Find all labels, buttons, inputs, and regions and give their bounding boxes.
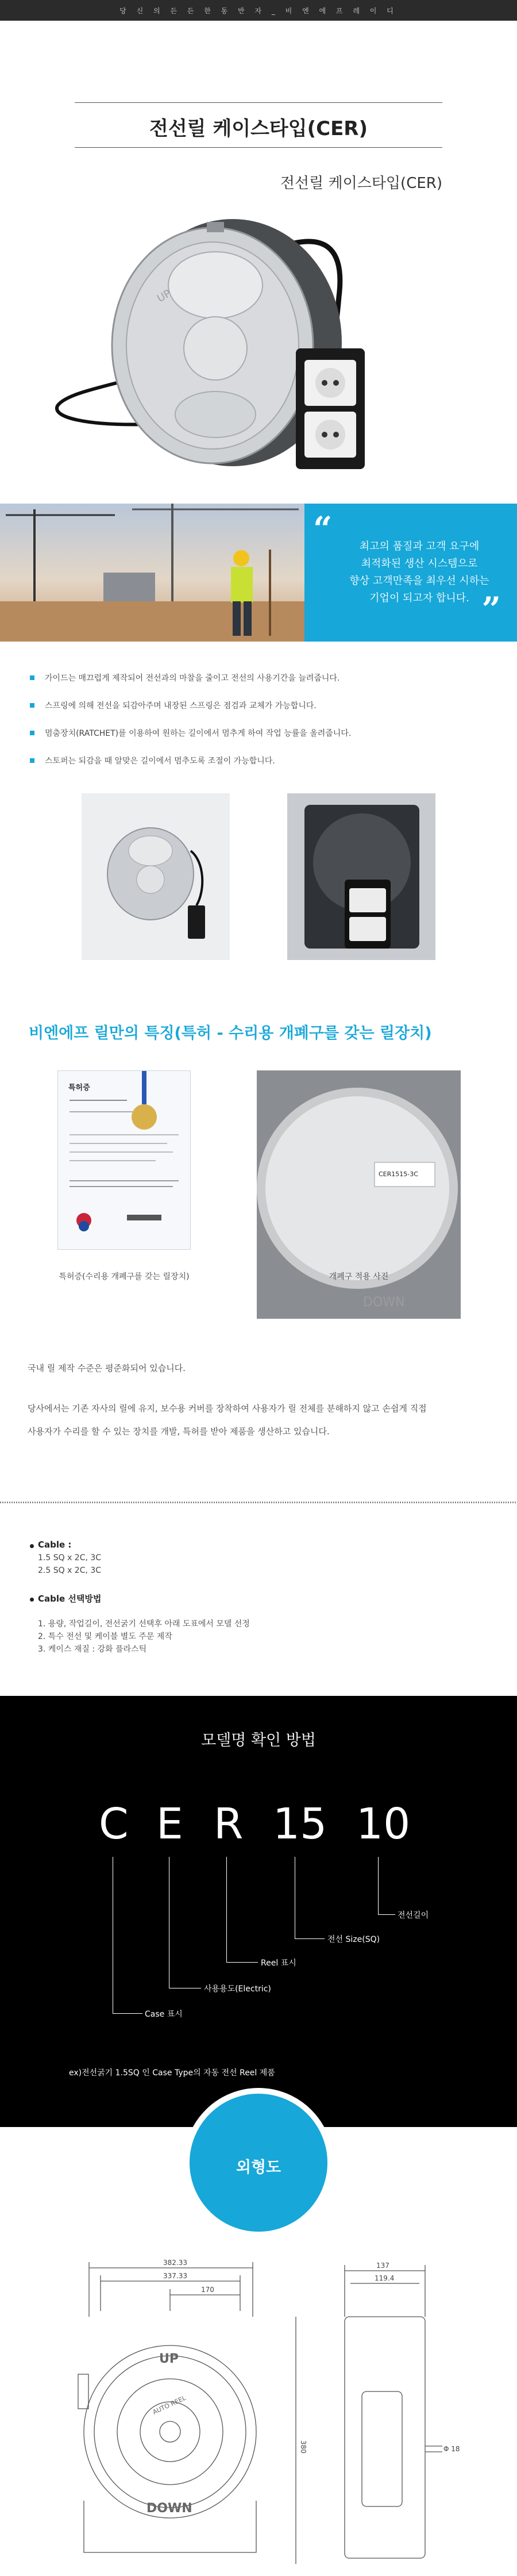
dim-half-width: 170 <box>201 2286 214 2294</box>
certificate-caption: 특허증(수리용 개폐구를 갖는 릴장치) <box>59 1272 190 1281</box>
cable-method-2: 2. 특수 전선 및 케이블 별도 주문 제작 <box>38 1632 172 1641</box>
cable-title: Cable : <box>38 1540 72 1550</box>
connector-line <box>226 1962 258 1963</box>
reel-detail-photo <box>287 793 435 960</box>
code-length: 10 <box>356 1799 411 1849</box>
outline-drawing <box>0 2242 517 2566</box>
dim-side-depth: 137 <box>376 2262 389 2270</box>
quote-line: 향상 고객만족을 최우선 시하는 <box>349 575 489 587</box>
code-reel: R <box>214 1799 244 1849</box>
auto-reel-marking: AUTO REEL <box>151 2394 187 2416</box>
up-marking: UP <box>159 2352 179 2366</box>
company-quote <box>333 538 506 607</box>
bullet-icon <box>30 731 34 735</box>
bullet-icon <box>30 1544 34 1548</box>
patent-certificate <box>57 1070 191 1250</box>
patent-paragraph-2b: 사용자가 수리를 할 수 있는 장치를 개발, 특허를 받아 제품을 생산하고 있습니다. <box>28 1426 330 1437</box>
list-item: 가이드는 매끄럽게 제작되어 전선과의 마찰을 줄이고 전선의 사용기간을 늘려줍니다. <box>30 664 489 692</box>
quote-line: 기업이 되고자 합니다. <box>369 592 469 604</box>
model-name-section <box>0 1696 517 2127</box>
top-slogan-bar <box>0 0 517 21</box>
quote-line: 최적화된 생산 시스템으로 <box>361 558 478 570</box>
dim-width-outer: 382.33 <box>163 2259 187 2267</box>
certificate-title: 특허증 <box>68 1084 90 1092</box>
label-reel: Reel 표시 <box>261 1959 296 1968</box>
dim-side-inner: 119.4 <box>375 2274 395 2282</box>
model-label-sticker: CER1515-3C <box>379 1170 418 1178</box>
patent-heading: 비엔에프 릴만의 특징(특허 - 수리용 개폐구를 갖는 릴장치) <box>29 1024 432 1042</box>
patent-paragraph-1: 국내 릴 제작 수준은 평준화되어 있습니다. <box>28 1363 186 1373</box>
model-example-note: ex)전선굵기 1.5SQ 인 Case Type의 자동 전선 Reel 제품 <box>69 2068 275 2078</box>
quote-line: 최고의 품질과 고객 요구에 <box>359 540 480 552</box>
connector-line <box>378 1914 395 1915</box>
dim-width-inner: 337.33 <box>163 2272 187 2280</box>
list-item: 멈춤장치(RATCHET)를 이용하여 원하는 길이에서 멈추게 하여 작업 능률을 올려줍니다. <box>30 719 489 747</box>
construction-photo <box>0 504 304 642</box>
svg-text:UP: UP <box>155 287 173 305</box>
open-quote-icon: “ <box>313 509 333 548</box>
feature-list <box>30 664 489 774</box>
photo-caption: 개폐구 적용 사진 <box>329 1272 389 1281</box>
title-bottom-rule <box>75 147 442 148</box>
cable-spec-2: 2.5 SQ x 2C, 3C <box>38 1566 102 1575</box>
page-title: 전선릴 케이스타입(CER) <box>149 117 368 140</box>
code-electric: E <box>156 1799 183 1849</box>
bullet-icon <box>30 1598 34 1602</box>
code-size: 15 <box>273 1799 327 1849</box>
cable-method-3: 3. 케이스 재질 : 강화 플라스틱 <box>38 1645 147 1654</box>
cable-method-1: 1. 용량, 작업길이, 전선굵기 선택후 아래 도표에서 모델 선정 <box>38 1619 250 1629</box>
connector-line <box>378 1857 379 1914</box>
close-quote-icon: ” <box>481 590 501 629</box>
bullet-icon <box>30 758 34 763</box>
cable-spec-1: 1.5 SQ x 2C, 3C <box>38 1553 102 1563</box>
model-section-title: 모델명 확인 방법 <box>201 1732 316 1749</box>
label-cable-length: 전선길이 <box>398 1911 429 1920</box>
bullet-icon <box>30 703 34 708</box>
dim-cable-dia: Φ 18 <box>443 2445 460 2453</box>
label-cable-size: 전선 Size(SQ) <box>327 1935 380 1944</box>
dim-height: 380 <box>299 2440 307 2454</box>
list-item: 스토퍼는 되감을 때 알맞은 길이에서 멈추도록 조절이 가능합니다. <box>30 747 489 774</box>
code-case: C <box>99 1799 129 1849</box>
label-case: Case 표시 <box>145 2010 183 2019</box>
title-top-rule <box>75 102 442 103</box>
company-banner <box>0 504 517 642</box>
hero-product-image <box>0 199 517 498</box>
connector-line <box>113 2013 142 2014</box>
label-usage: 사용용도(Electric) <box>204 1984 271 1994</box>
cable-method-title: Cable 선택방법 <box>38 1594 102 1604</box>
title-section <box>0 21 517 199</box>
list-item: 스프링에 의해 전선을 되감아주며 내장된 스프링은 점검과 교체가 가능합니다. <box>30 692 489 719</box>
slogan-text: 당 신 의 든 든 한 동 반 자 _ 비 엔 에 프 레 이 디 <box>119 6 398 15</box>
connector-line <box>295 1938 325 1939</box>
outline-title: 외형도 <box>236 2159 281 2176</box>
cable-reel-illustration <box>0 199 517 498</box>
page-subtitle: 전선릴 케이스타입(CER) <box>280 175 442 192</box>
reel-front-photo <box>82 793 230 960</box>
section-divider <box>0 1502 517 1503</box>
connector-line <box>226 1857 227 1962</box>
patent-paragraph-2a: 당사에서는 기존 자사의 릴에 유지, 보수용 커버를 장착하여 사용자가 릴 전체를 분해하지 않고 손쉽게 직접 <box>28 1403 427 1414</box>
down-marking: DOWN <box>146 2501 192 2516</box>
bullet-icon <box>30 675 34 680</box>
svg-text:DOWN: DOWN <box>363 1295 405 1310</box>
